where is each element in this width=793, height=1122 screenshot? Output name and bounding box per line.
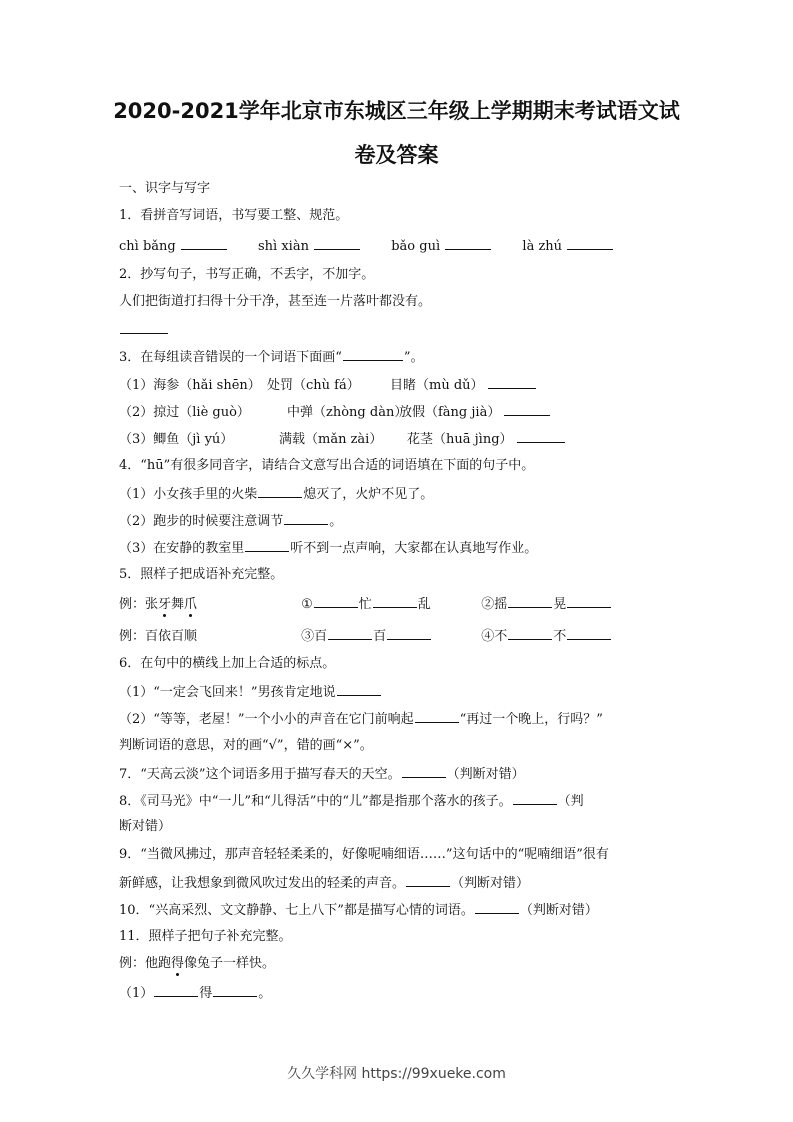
question-4-sentence-3: （3）在安静的教室里 听不到一点声响，大家都在认真地写作业。 — [119, 538, 689, 558]
answer-blank[interactable] — [314, 236, 360, 250]
answer-blank[interactable] — [284, 511, 328, 525]
question-4-stem: 4．“hū”有很多同音字，请结合文意写出合适的词语填在下面的句子中。 — [119, 458, 535, 473]
answer-blank[interactable] — [154, 983, 198, 997]
answer-blank[interactable] — [415, 709, 459, 723]
answer-blank[interactable] — [373, 594, 417, 608]
word-option[interactable]: 处罚（chù fá） — [267, 378, 360, 393]
answer-blank[interactable] — [517, 429, 565, 443]
answer-blank[interactable] — [402, 764, 446, 778]
document-title-line2: 卷及答案 — [354, 143, 439, 167]
answer-blank[interactable] — [258, 484, 302, 498]
word-option[interactable]: 满载（mǎn zài） — [279, 432, 383, 447]
question-2-sentence: 人们把街道打扫得十分干净，甚至连一片落叶都没有。 — [119, 294, 432, 309]
word-option[interactable]: 放假（fàng jià） — [399, 405, 501, 420]
answer-blank[interactable] — [567, 594, 611, 608]
question-3-row-3 — [119, 429, 689, 449]
word-option[interactable]: （2）掠过（liè guò） — [119, 405, 250, 420]
question-11-example: 例：他跑得像兔子一样快。 — [119, 956, 276, 971]
answer-blank[interactable] — [387, 626, 431, 640]
answer-blank[interactable] — [213, 983, 257, 997]
question-3-stem: 3．在每组读音错误的一个词语下面画“ ”。 — [119, 347, 689, 367]
judge-instruction: 判断词语的意思，对的画“√”，错的画“×”。 — [119, 738, 373, 753]
answer-blank[interactable] — [567, 626, 611, 640]
question-9-cont: 新鲜感，让我想象到微风吹过发出的轻柔的声音。 （判断对错） — [119, 873, 689, 893]
answer-blank[interactable] — [567, 236, 613, 250]
word-option[interactable]: 花茎（huā jìng） — [407, 432, 513, 447]
question-6-sentence-1: （1）“一定会飞回来！”男孩肯定地说 — [119, 682, 689, 702]
word-option[interactable]: 中弹（zhòng dàn） — [287, 405, 408, 420]
question-3-row-2 — [119, 402, 689, 422]
answer-blank[interactable] — [488, 375, 536, 389]
section-heading: 一、识字与写字 — [119, 181, 211, 196]
answer-blank[interactable] — [513, 791, 557, 805]
footer-watermark: 久久学科网 https://99xueke.com — [287, 1066, 506, 1082]
question-4-sentence-2: （2）跑步的时候要注意调节 。 — [119, 511, 689, 531]
question-5-row-2: 例：百依百顺 ③百 百 ④不 不 — [119, 626, 689, 646]
answer-blank[interactable] — [337, 682, 381, 696]
answer-blank — [343, 347, 403, 361]
answer-blank[interactable] — [508, 594, 552, 608]
question-8: 8．《司马光》中“一儿”和“儿得活”中的“儿”都是指那个落水的孩子。 （判 — [119, 791, 689, 811]
document-title-line1: 2020-2021学年北京市东城区三年级上学期期末考试语文试 — [113, 99, 680, 123]
question-11-sentence-1: （1） 得 。 — [119, 983, 689, 1003]
question-4-sentence-1: （1）小女孩手里的火柴 熄灭了，火炉不见了。 — [119, 484, 689, 504]
pinyin-item-3: bǎo guì — [391, 239, 441, 254]
answer-blank[interactable] — [508, 626, 552, 640]
question-2-answer-line[interactable] — [119, 320, 689, 340]
answer-blank[interactable] — [445, 236, 491, 250]
question-9: 9．“当微风拂过，那声音轻轻柔柔的，好像呢喃细语……”这句话中的“呢喃细语”很有 — [119, 847, 609, 862]
answer-blank[interactable] — [314, 594, 358, 608]
answer-blank[interactable] — [120, 320, 168, 334]
question-5-stem: 5．照样子把成语补充完整。 — [119, 567, 284, 582]
question-3-row-1 — [119, 375, 689, 395]
pinyin-item-1: chì bǎng — [119, 239, 176, 254]
question-8-cont: 断对错） — [119, 819, 172, 834]
question-1-items — [119, 236, 689, 256]
answer-blank[interactable] — [475, 900, 519, 914]
question-1-stem: 1．看拼音写词语，书写要工整、规范。 — [119, 208, 349, 223]
answer-blank[interactable] — [406, 873, 450, 887]
answer-blank[interactable] — [328, 626, 372, 640]
word-option[interactable]: （1）海参（hǎi shēn） — [119, 378, 261, 393]
question-6-stem: 6．在句中的横线上加上合适的标点。 — [119, 656, 336, 671]
answer-blank[interactable] — [504, 402, 550, 416]
answer-blank[interactable] — [245, 538, 289, 552]
pinyin-item-4: là zhú — [522, 239, 563, 254]
question-10: 10．“兴高采烈、文文静静、七上八下”都是描写心情的词语。 （判断对错） — [119, 900, 689, 920]
question-7: 7．“天高云淡”这个词语多用于描写春天的天空。 （判断对错） — [119, 764, 689, 784]
pinyin-item-2: shì xiàn — [258, 239, 309, 254]
word-option[interactable]: 目睹（mù dǔ） — [390, 378, 484, 393]
question-6-sentence-2: （2）“等等，老屋！”一个小小的声音在它门前响起 “再过一个晚上，行吗？” — [119, 709, 689, 729]
word-option[interactable]: （3）鲫鱼（jì yú） — [119, 432, 234, 447]
question-5-row-1: 例：张牙舞爪 ① 忙 乱 ②摇 晃 — [119, 594, 689, 614]
question-11-stem: 11．照样子把句子补充完整。 — [119, 929, 292, 944]
question-2-stem: 2．抄写句子，书写正确，不丢字，不加字。 — [119, 267, 375, 282]
answer-blank[interactable] — [181, 236, 227, 250]
